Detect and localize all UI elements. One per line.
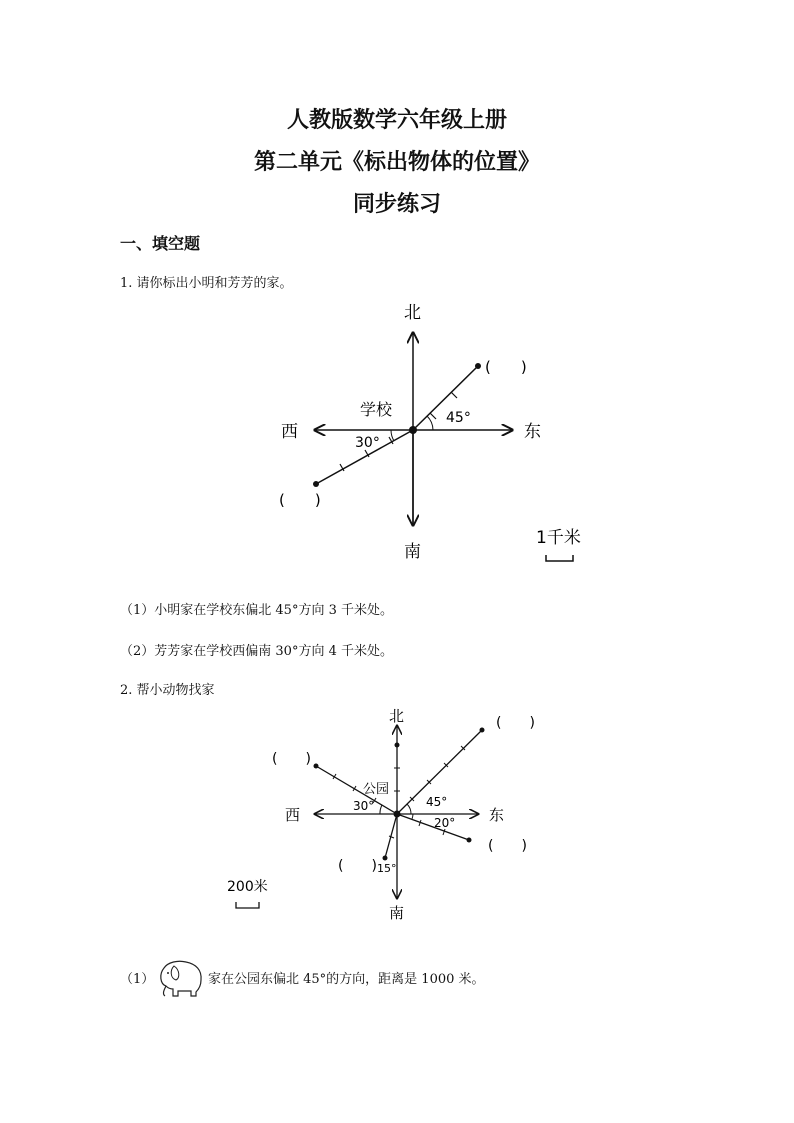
- angle-arc-se: [412, 814, 413, 819]
- label-angle-ne: 45°: [426, 795, 448, 809]
- point-n: [395, 743, 400, 748]
- question-2-sub1-prefix: （1）: [120, 972, 155, 987]
- point-se: [467, 838, 472, 843]
- label-south: 南: [404, 542, 421, 562]
- question-1-prompt: 1. 请你标出小明和芳芳的家。: [120, 276, 293, 291]
- blank-ne[interactable]: ( ): [496, 715, 535, 731]
- doc-title-line2: 第二单元《标出物体的位置》: [253, 149, 540, 175]
- blank-ne[interactable]: ( ): [485, 358, 527, 376]
- label-east: 东: [524, 422, 541, 442]
- label-center: 公园: [363, 782, 390, 797]
- label-south: 南: [389, 904, 405, 922]
- ray-se: [397, 814, 469, 840]
- angle-arc-ne: [407, 804, 411, 814]
- point-s: [383, 856, 388, 861]
- question-1-sub2: （2）芳芳家在学校西偏南 30°方向 4 千米处。: [120, 644, 393, 659]
- blank-se[interactable]: ( ): [488, 838, 527, 854]
- label-north: 北: [389, 707, 405, 725]
- elephant-icon: [156, 956, 206, 998]
- scale-label: 200米: [227, 879, 268, 895]
- label-angle-s: 15°: [377, 862, 397, 875]
- angle-arc-nw: [380, 805, 382, 814]
- question-1-sub1: （1）小明家在学校东偏北 45°方向 3 千米处。: [120, 603, 393, 618]
- label-center: 学校: [360, 400, 393, 419]
- point-ne: [480, 728, 485, 733]
- label-angle-se: 20°: [434, 816, 456, 830]
- question-2-sub1-text: 家在公园东偏北 45°的方向，距离是 1000 米。: [208, 972, 485, 987]
- ray-s: [385, 814, 397, 858]
- label-angle-nw: 30°: [353, 799, 375, 813]
- label-angle-sw: 30°: [355, 435, 380, 451]
- doc-title-line3: 同步练习: [352, 191, 441, 217]
- blank-sw[interactable]: ( ): [279, 491, 321, 509]
- point-nw: [314, 764, 319, 769]
- doc-title-line1: 人教版数学六年级上册: [286, 107, 507, 133]
- section-heading: 一、填空题: [120, 234, 201, 253]
- question-2-prompt: 2. 帮小动物找家: [120, 683, 215, 698]
- blank-nw[interactable]: ( ): [272, 751, 311, 767]
- label-angle-ne: 45°: [446, 410, 471, 426]
- blank-s[interactable]: ( ): [338, 858, 377, 874]
- scale-label: 1千米: [536, 528, 581, 548]
- origin-park: [394, 811, 401, 818]
- scale-bar: [236, 902, 259, 908]
- label-east: 东: [489, 806, 505, 824]
- label-north: 北: [404, 303, 421, 323]
- label-west: 西: [281, 422, 298, 442]
- label-west: 西: [285, 806, 301, 824]
